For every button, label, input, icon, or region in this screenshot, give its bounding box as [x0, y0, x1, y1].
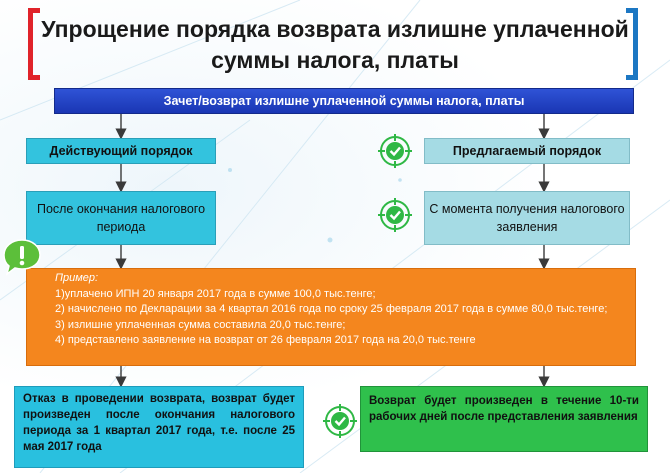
page-title: Упрощение порядка возврата излишне уплаченной суммы налога, платы — [41, 16, 629, 73]
current-result-box — [14, 386, 304, 468]
current-period-box: После окончания налогового периода — [26, 191, 216, 245]
check-target-icon — [377, 133, 413, 169]
example-line: 2) начислено по Декларации за 4 квартал 2016 года по сроку 25 февраля 2017 года в сумме 80,0 тыс.тенге; — [55, 303, 608, 315]
check-target-icon — [377, 197, 413, 233]
proposed-order-box: Предлагаемый порядок — [424, 138, 630, 164]
example-line: 4) представлено заявление на возврат от 26 февраля 2017 года на 20,0 тыс.тенге — [55, 334, 476, 346]
exclamation-bubble-icon — [2, 238, 42, 276]
example-line: 3) излишне уплаченная сумма составила 20,0 тыс.тенге; — [55, 318, 346, 331]
check-target-icon — [322, 403, 358, 439]
example-line: 1)уплачено ИПН 20 января 2017 года в сумме 100,0 тыс.тенге; — [55, 287, 376, 300]
proposed-result-text: Возврат будет произведен в течение 10-ти рабочих дней после представления заявления — [369, 395, 639, 423]
example-box — [26, 268, 636, 366]
current-order-box: Действующий порядок — [26, 138, 216, 164]
current-result-text: Отказ в проведении возврата, возврат будет произведен после окончания налогового периода за 1 квартал 2017 года, т.е. после 25 мая 2017 года — [23, 393, 295, 453]
proposed-result-box — [360, 386, 648, 452]
top-bar-refund: Зачет/возврат излишне уплаченной суммы налога, платы — [54, 88, 634, 114]
example-title: Пример: — [55, 272, 99, 284]
proposed-period-box: С момента получения налогового заявления — [424, 191, 630, 245]
